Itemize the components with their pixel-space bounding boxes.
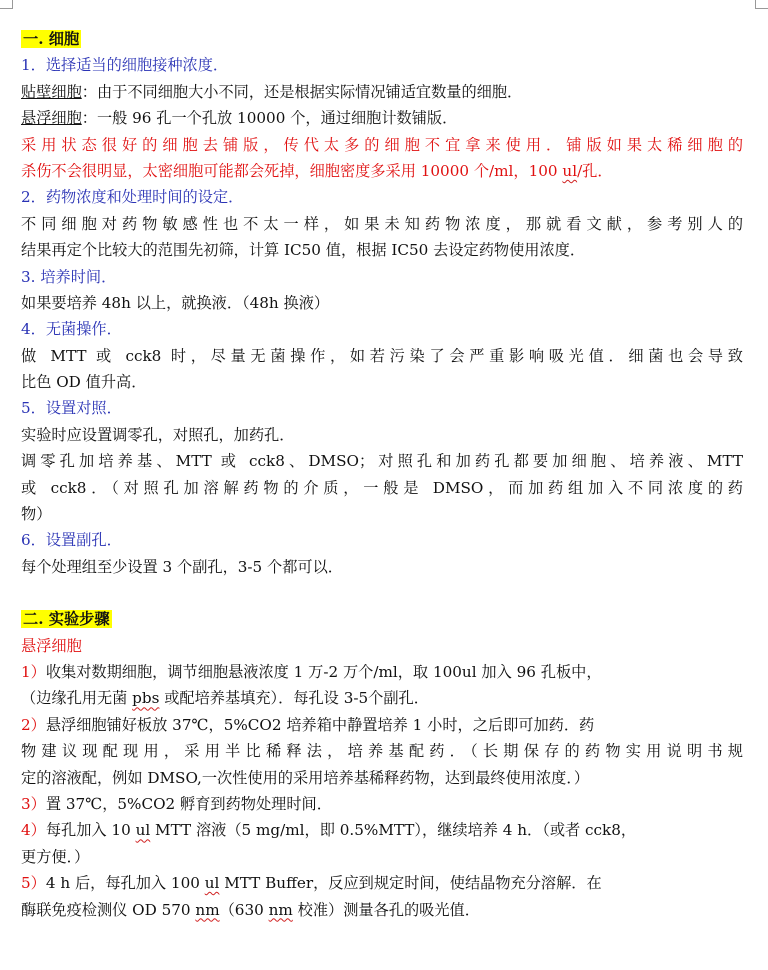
adherent-label: 贴壁细胞	[21, 82, 82, 101]
step5-unit-ul: ul	[204, 874, 220, 893]
step1-line-1	[21, 659, 743, 685]
item5-line-2: 调零孔加培养基、MTT 或 cck8、DMSO；对照孔和加药孔都要加细胞、培养液、MTT	[21, 452, 743, 471]
step1-line-2	[21, 685, 743, 711]
step5-text-2a: 酶联免疫检测仪 OD 570	[21, 900, 196, 919]
item5-title: 5．设置对照．	[21, 399, 122, 418]
section2-subheading: 悬浮细胞	[21, 636, 82, 655]
item2-line-1: 不同细胞对药物敏感性也不太一样，如果未知药物浓度，那就看文献，参考别人的	[21, 214, 743, 233]
item2-line-2: 结果再定个比较大的范围先初筛，计算 IC50 值，根据 IC50 去设定药物使用浓度．	[21, 241, 586, 260]
step5-line-2	[21, 897, 743, 923]
item4-line-1: 做 MTT 或 cck8 时，尽量无菌操作，如若污染了会严重影响吸光值．细菌也会导致	[21, 346, 743, 365]
step3-number: 3）	[21, 794, 46, 813]
item3-line-1: 如果要培养 48h 以上，就换液．（48h 换液）	[21, 293, 330, 312]
warning-line-2-end: /孔．	[577, 161, 613, 180]
step5-text-1c: MTT Buffer，反应到规定时间，使结晶物充分溶解．在	[219, 874, 602, 893]
step3-text-1: 置 37℃，5%CO2 孵育到药物处理时间．	[45, 794, 332, 813]
item1-title: 1．选择适当的细胞接种浓度．	[21, 56, 229, 75]
item5-line-1: 实验时应设置调零孔，对照孔，加药孔．	[21, 425, 295, 444]
warning-line-2-text: 杀伤不会很明显，太密细胞可能都会死掉，细胞密度多采用 10000 个/ml，100	[21, 161, 563, 180]
section1-heading: 一. 细胞	[23, 30, 80, 48]
step2-line-3: 定的溶液配，例如 DMSO,一次性使用的采用培养基稀释药物，达到最终使用浓度．）	[21, 768, 590, 787]
step4-text-1c: MTT 溶液（5 mg/ml，即 0.5%MTT），继续培养 4 h．（或者 cck8，	[150, 821, 637, 840]
page-corner-mark-right	[755, 0, 768, 9]
item6-title: 6．设置副孔．	[21, 531, 122, 550]
section-spacer	[21, 580, 743, 606]
suspension-cells-line	[21, 105, 743, 131]
step4-line-1	[21, 817, 743, 843]
step4-unit-ul: ul	[135, 821, 151, 840]
step4-text-1a: 每孔加入 10	[45, 821, 136, 840]
adherent-cells-line	[21, 79, 743, 105]
warning-line-1: 采用状态很好的细胞去铺版，传代太多的细胞不宜拿来使用．铺版如果太稀细胞的	[21, 135, 743, 154]
item4-title: 4．无菌操作．	[21, 320, 122, 339]
item5-line-3: 或 cck8．（对照孔加溶解药物的介质，一般是 DMSO，而加药组加入不同浓度的药	[21, 478, 743, 497]
step5-unit-nm-1: nm	[195, 900, 220, 919]
item3-title: 3. 培养时间．	[21, 267, 117, 286]
step1-number: 1）	[21, 662, 46, 681]
suspension-label: 悬浮细胞	[21, 109, 82, 128]
warning-unit-ul: ul	[562, 161, 578, 180]
item2-title: 2．药物浓度和处理时间的设定．	[21, 188, 244, 207]
step5-text-2c: （630	[219, 900, 269, 919]
item4-line-2: 比色 OD 值升高．	[21, 373, 147, 392]
step2-number: 2）	[21, 715, 46, 734]
step5-unit-nm-2: nm	[268, 900, 293, 919]
document-page	[21, 26, 743, 923]
step5-number: 5）	[21, 874, 46, 893]
page-corner-mark-left	[0, 0, 13, 9]
step4-line-2: 更方便．）	[21, 847, 90, 866]
item6-line-1: 每个处理组至少设置 3 个副孔，3-5 个都可以．	[21, 557, 343, 576]
suspension-text: ：一般 96 孔一个孔放 10000 个，通过细胞计数铺版．	[81, 109, 458, 128]
step1-text-2a: （边缘孔用无菌	[21, 689, 133, 708]
step2-line-2: 物建议现配现用，采用半比稀释法，培养基配药．（长期保存的药物实用说明书规	[21, 742, 743, 761]
step1-text-1: 收集对数期细胞，调节细胞悬液浓度 1 万-2 万个/ml，取 100ul 加入 96 孔板中，	[45, 662, 602, 681]
step5-line-1	[21, 870, 743, 896]
step2-line-1	[21, 712, 743, 738]
item5-line-4: 物）	[21, 505, 52, 524]
adherent-text: ：由于不同细胞大小不同，还是根据实际情况铺适宜数量的细胞．	[81, 82, 523, 101]
step1-text-2c: 或配培养基填充）．每孔设 3-5个副孔．	[159, 689, 429, 708]
warning-line-2	[21, 158, 743, 184]
step4-number: 4）	[21, 821, 46, 840]
step5-text-2e: 校准）测量各孔的吸光值．	[292, 900, 480, 919]
section2-heading-line	[21, 606, 743, 632]
step1-pbs: pbs	[132, 689, 160, 708]
section1-heading-line	[21, 26, 743, 52]
section2-heading: 二. 实验步骤	[23, 610, 110, 629]
step2-text-1: 悬浮细胞铺好板放 37℃，5%CO2 培养箱中静置培养 1 小时，之后即可加药．药	[45, 715, 595, 734]
step3-line-1	[21, 791, 743, 817]
step5-text-1a: 4 h 后，每孔加入 100	[45, 874, 205, 893]
